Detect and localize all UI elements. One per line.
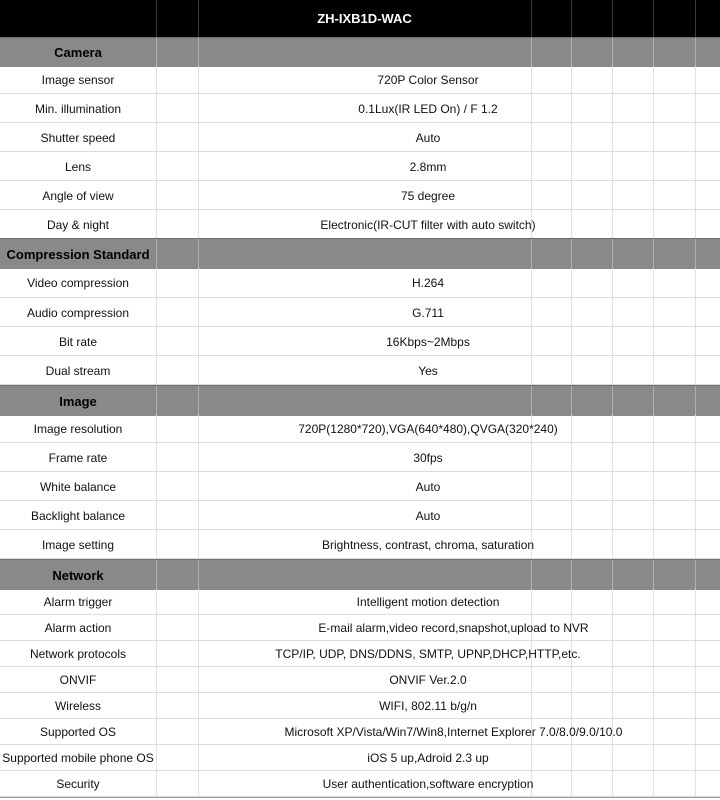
table-row (0, 356, 720, 385)
table-row (0, 66, 720, 94)
column-rule (156, 94, 157, 123)
table-row (0, 268, 720, 298)
column-rule (695, 386, 696, 416)
spec-value: Brightness, contrast, chroma, saturation (321, 537, 535, 552)
column-rule (156, 0, 157, 37)
section-title: Compression Standard (6, 246, 150, 262)
column-rule (156, 66, 157, 94)
spec-value: 720P Color Sensor (377, 73, 479, 87)
column-rule (198, 38, 199, 67)
column-rule (156, 641, 157, 667)
column-rule (156, 38, 157, 67)
table-row (0, 719, 720, 745)
column-rule (198, 560, 199, 590)
spec-label: Security (56, 777, 100, 791)
table-row (0, 501, 720, 530)
section-title: Image (59, 393, 97, 409)
column-rule (156, 615, 157, 641)
column-rule (156, 298, 157, 327)
table-row (0, 443, 720, 472)
section-header (0, 37, 720, 67)
column-rule (156, 327, 157, 356)
spec-value: E-mail alarm,video record,snapshot,upload to NVR (318, 621, 589, 635)
column-rule (653, 38, 654, 67)
spec-value: Electronic(IR-CUT filter with auto switch) (320, 217, 536, 232)
column-rule (653, 239, 654, 269)
spec-value: WIFI, 802.11 b/g/n (379, 699, 477, 713)
column-rule (156, 443, 157, 472)
table-header (0, 0, 720, 37)
table-row (0, 152, 720, 181)
spec-label: Lens (64, 159, 92, 174)
column-rule (612, 560, 613, 590)
column-rule (156, 693, 157, 719)
spec-label: Alarm trigger (43, 595, 113, 609)
spec-label: Backlight balance (30, 508, 126, 523)
spec-label: Image setting (41, 537, 115, 552)
spec-value: H.264 (411, 276, 445, 290)
column-rule (612, 239, 613, 269)
table-row (0, 327, 720, 356)
table-row (0, 181, 720, 210)
column-rule (695, 0, 696, 37)
column-rule (156, 386, 157, 416)
column-rule (653, 560, 654, 590)
spec-value: Auto (415, 479, 441, 494)
section-header (0, 559, 720, 590)
column-rule (571, 38, 572, 67)
column-rule (156, 719, 157, 745)
section-title: Camera (54, 45, 102, 60)
column-rule (156, 239, 157, 269)
column-rule (612, 386, 613, 416)
column-rule (198, 386, 199, 416)
spec-value: Yes (418, 363, 438, 378)
spec-value: iOS 5 up,Adroid 2.3 up (367, 751, 489, 765)
spec-value: 0.1Lux(IR LED On) / F 1.2 (358, 101, 498, 116)
column-rule (156, 745, 157, 771)
column-rule (156, 356, 157, 385)
spec-value: 75 degree (400, 188, 456, 203)
column-rule (531, 386, 532, 416)
spec-label: Video compression (27, 276, 129, 290)
spec-value: 30fps (413, 450, 443, 465)
spec-value: Microsoft XP/Vista/Win7/Win8,Internet Explorer 7.0/8.0/9.0/10.0 (284, 725, 623, 739)
spec-value: 2.8mm (409, 159, 447, 174)
table-row (0, 210, 720, 239)
column-rule (531, 239, 532, 269)
spec-value: Auto (415, 508, 441, 523)
spec-label: Wireless (54, 699, 101, 713)
spec-label: Supported mobile phone OS (2, 751, 154, 765)
spec-value: ONVIF Ver.2.0 (389, 673, 467, 687)
column-rule (531, 38, 532, 67)
spec-label: White balance (39, 479, 117, 494)
section-header (0, 385, 720, 416)
table-row (0, 693, 720, 719)
column-rule (156, 560, 157, 590)
column-rule (653, 0, 654, 37)
column-rule (156, 268, 157, 298)
spec-value: User authentication,software encryption (322, 777, 534, 791)
table-row (0, 415, 720, 443)
spec-label: Dual stream (45, 363, 111, 378)
spec-label: Image resolution (33, 422, 123, 436)
spec-value: Auto (415, 130, 441, 145)
table-row (0, 530, 720, 559)
column-rule (695, 239, 696, 269)
column-rule (156, 771, 157, 797)
column-rule (531, 560, 532, 590)
column-rule (695, 560, 696, 590)
table-row (0, 472, 720, 501)
spec-label: Shutter speed (40, 130, 116, 145)
column-rule (156, 501, 157, 530)
column-rule (612, 0, 613, 37)
column-rule (156, 472, 157, 501)
column-rule (612, 38, 613, 67)
spec-label: Image sensor (41, 73, 115, 87)
table-row (0, 667, 720, 693)
section-header (0, 238, 720, 269)
column-rule (531, 0, 532, 37)
column-rule (571, 560, 572, 590)
spec-label: Angle of view (42, 188, 114, 203)
spec-label: Frame rate (48, 450, 108, 465)
spec-label: Alarm action (44, 621, 112, 635)
spec-value: 16Kbps~2Mbps (386, 334, 470, 349)
column-rule (198, 239, 199, 269)
spec-label: Supported OS (39, 725, 117, 739)
column-rule (571, 0, 572, 37)
column-rule (156, 181, 157, 210)
column-rule (156, 123, 157, 152)
spec-label: Bit rate (58, 334, 97, 349)
column-rule (156, 152, 157, 181)
table-row (0, 641, 720, 667)
spec-label: Audio compression (26, 305, 130, 320)
spec-value: G.711 (412, 305, 444, 320)
table-row (0, 589, 720, 615)
table-row (0, 745, 720, 771)
spec-value: Intelligent motion detection (356, 595, 500, 609)
table-bottom-border (0, 797, 720, 798)
model-title: ZH-IXB1D-WAC (317, 11, 412, 26)
table-row (0, 123, 720, 152)
section-title: Network (52, 567, 104, 583)
column-rule (653, 386, 654, 416)
spec-value: TCP/IP, UDP, DNS/DDNS, SMTP, UPNP,DHCP,HTTP,etc. (275, 647, 581, 661)
table-row (0, 771, 720, 797)
column-rule (156, 530, 157, 559)
column-rule (156, 667, 157, 693)
column-rule (571, 239, 572, 269)
spec-value: 720P(1280*720),VGA(640*480),QVGA(320*240) (298, 422, 558, 436)
table-row (0, 615, 720, 641)
column-rule (156, 589, 157, 615)
column-rule (695, 38, 696, 67)
column-rule (156, 210, 157, 239)
spec-label: ONVIF (59, 673, 97, 687)
column-rule (156, 415, 157, 443)
table-row (0, 298, 720, 327)
spec-label: Min. illumination (34, 101, 122, 116)
spec-label: Day & night (46, 217, 110, 232)
spec-label: Network protocols (29, 647, 127, 661)
column-rule (571, 386, 572, 416)
table-row (0, 94, 720, 123)
